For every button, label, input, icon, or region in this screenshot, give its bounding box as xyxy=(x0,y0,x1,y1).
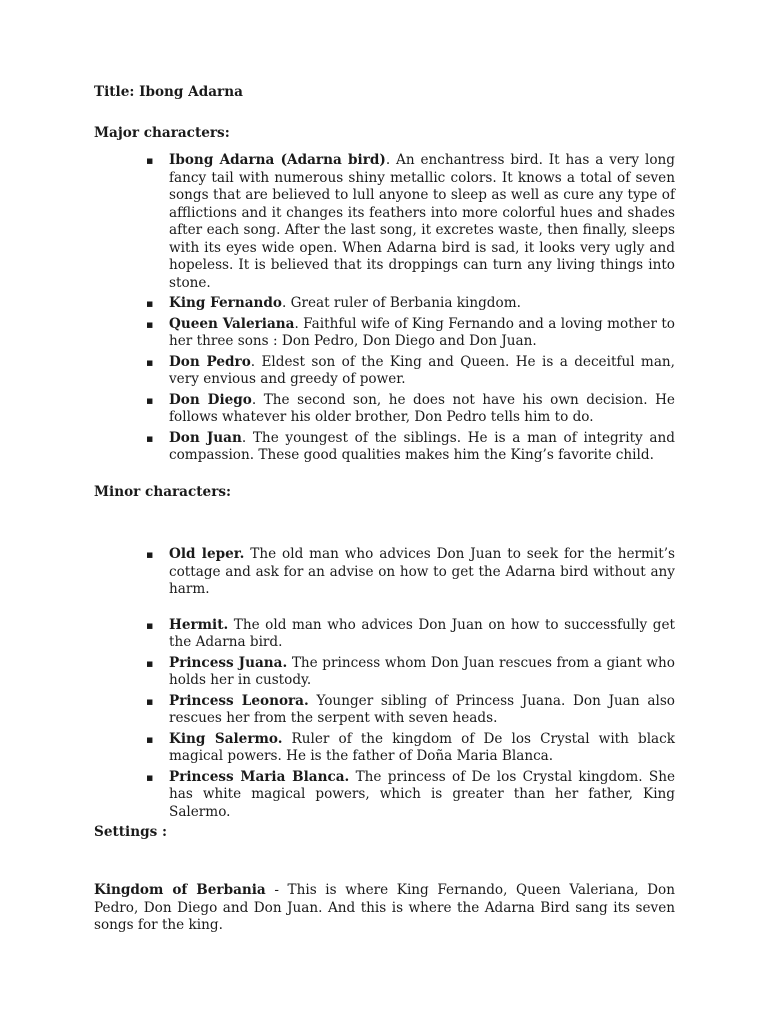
character-description: The princess of De los Crystal kingdom. She has white magical powers, which is greater than her father, King Salermo. xyxy=(169,768,675,820)
character-name: Princess Juana. xyxy=(169,654,288,671)
character-name: King Salermo. xyxy=(169,730,283,747)
character-name: Old leper. xyxy=(169,546,245,562)
list-item xyxy=(94,731,675,766)
list-item xyxy=(94,354,675,389)
character-name: Hermit. xyxy=(169,616,229,633)
character-description: Younger sibling of Princess Juana. Don Juan also rescues her from the serpent with seven heads. xyxy=(169,692,675,726)
list-item xyxy=(94,693,675,728)
list-item xyxy=(94,152,675,292)
bullet-icon: ▪ xyxy=(146,732,154,746)
bullet-icon: ▪ xyxy=(146,656,154,670)
bullet-icon: ▪ xyxy=(146,393,154,407)
bullet-icon: ▪ xyxy=(146,297,154,310)
document-title: Title: Ibong Adarna xyxy=(94,84,243,100)
character-name: Don Diego xyxy=(169,391,252,408)
major-characters-heading: Major characters: xyxy=(94,125,230,141)
character-description: . The second son, he does not have his own decision. He follows whatever his older brother, Don Pedro tells him to do. xyxy=(169,391,675,425)
bullet-icon: ▪ xyxy=(146,694,154,708)
list-item xyxy=(94,295,675,313)
bullet-icon: ▪ xyxy=(146,431,154,445)
character-description: . Great ruler of Berbania kingdom. xyxy=(281,295,521,311)
character-description: The princess whom Don Juan rescues from a giant who holds her in custody. xyxy=(169,654,675,688)
list-item xyxy=(94,546,675,599)
character-name: Don Juan xyxy=(169,429,242,446)
character-description: . An enchantress bird. It has a very long fancy tail with numerous shiny metallic colors. It knows a total of seven songs that are believed to lull anyone to sleep as well as cure any type of afflictions and it changes its feathers into more colorful hues and shades after each song. After the last song, it excretes waste, then finally, sleeps with its eyes wide open. When Adarna bird is sad, it looks very ugly and hopeless. It is believed that its droppings can turn any living things into stone. xyxy=(169,152,675,291)
list-item xyxy=(94,316,675,351)
bullet-icon: ▪ xyxy=(146,154,154,167)
list-item xyxy=(94,617,675,652)
character-description: . Faithful wife of King Fernando and a loving mother to her three sons : Don Pedro, Don Diego and Don Juan. xyxy=(169,315,675,349)
character-name: Queen Valeriana xyxy=(169,315,295,332)
setting-description: - This is where King Fernando, Queen Valeriana, Don Pedro, Don Diego and Don Juan. And this is where the Adarna Bird sang its seven songs for the king. xyxy=(94,882,675,933)
character-description: . Eldest son of the King and Queen. He is a deceitful man, very envious and greedy of power. xyxy=(169,353,676,387)
list-item xyxy=(94,392,675,427)
setting-name: Kingdom of Berbania xyxy=(94,882,266,898)
character-description: The old man who advices Don Juan to seek for the hermit’s cottage and ask for an advise on how to get the Adarna bird without any harm. xyxy=(169,546,675,597)
list-item xyxy=(94,769,675,822)
list-item xyxy=(94,430,675,465)
bullet-icon: ▪ xyxy=(146,355,154,369)
character-name: Ibong Adarna (Adarna bird) xyxy=(169,152,386,168)
bullet-icon: ▪ xyxy=(146,548,154,561)
settings-heading: Settings : xyxy=(94,824,167,840)
major-characters-list xyxy=(94,152,675,468)
character-description: The old man who advices Don Juan on how to successfully get the Adarna bird. xyxy=(169,616,675,650)
character-description: . The youngest of the siblings. He is a man of integrity and compassion. These good qualities makes him the King’s favorite child. xyxy=(169,429,675,463)
list-item xyxy=(94,655,675,690)
character-name: King Fernando xyxy=(169,295,282,311)
character-name: Princess Maria Blanca. xyxy=(169,768,350,785)
character-name: Princess Leonora. xyxy=(169,692,309,709)
minor-characters-list xyxy=(94,546,675,824)
character-name: Don Pedro xyxy=(169,353,251,370)
bullet-icon: ▪ xyxy=(146,618,154,632)
bullet-icon: ▪ xyxy=(146,770,154,784)
bullet-icon: ▪ xyxy=(146,317,154,331)
setting-paragraph xyxy=(94,882,675,935)
character-description: Ruler of the kingdom of De los Crystal with black magical powers. He is the father of Doña Maria Blanca. xyxy=(169,730,675,764)
minor-characters-heading: Minor characters: xyxy=(94,484,232,500)
